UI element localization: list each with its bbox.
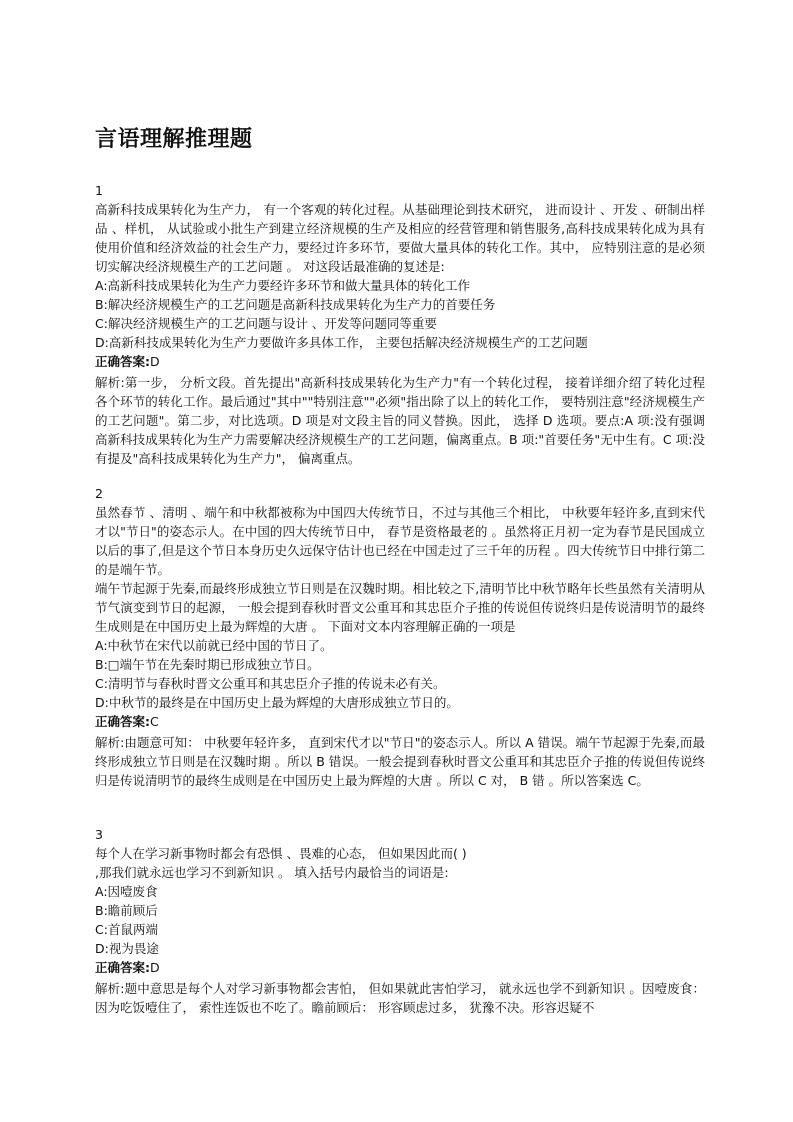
option-c: C:清明节与春秋时晋文公重耳和其忠臣介子推的传说未必有关。 [95, 676, 446, 691]
answer-label: 正确答案: [95, 960, 150, 975]
option-a: A:中秋节在宋代以前就已经中国的节日了。 [95, 638, 333, 653]
option-a: A:高新科技成果转化为生产力要经许多环节和做大量具体的转化工作 [95, 278, 471, 293]
question-block-3 [95, 825, 705, 1017]
question-number: 2 [95, 486, 103, 501]
question-block-1 [95, 181, 705, 468]
explanation: 解析:第一步， 分析文段。首先提出"高新科技成果转化为生产力"有一个转化过程， 接着详细介绍了转化过程各个环节的转化工作。最后通过"其中""特别注意""必须"指出除了以上的转化工作， 要特别注意"经济规模生产的工艺问题"。第二步，对比选项。D 项是对文段主旨的同义替换。因此， 选择 D 选项。要点:A 项:没有强调高新科技成果转化为生产力需要解决经济规模生产的工艺问题，偏离重点。B 项:"首要任务"无中生有。C 项:没有提及"高科技成果转化为生产力"， 偏离重点。 [95, 375, 705, 466]
question-number: 3 [95, 827, 103, 842]
answer-value: C [150, 714, 159, 729]
question-stem: 高新科技成果转化为生产力， 有一个客观的转化过程。从基础理论到技术研究， 进而设计 、开发 、研制出样品 、样机， 从试验或小批生产到建立经济规模的生产及相应的经营管理和销售服务,高科技成果转化成为具有使用价值和经济效益的社会生产力，要经过许多环节，要做大量具体的转化工作。其中， 应特别注意的是必须切实解决经济规模生产的工艺问题 。 对这段话最准确的复述是: [95, 202, 705, 274]
question-number: 1 [95, 183, 103, 198]
question-stem-continued: 端午节起源于先秦,而最终形成独立节日则是在汉魏时期。相比较之下,清明节比中秋节略年长些虽然有关清明从节气演变到节日的起源， 一般会提到春秋时晋文公重耳和其忠臣介子推的传说但传说终归是传说清明节的最终生成则是在中国历史上最为辉煌的大唐 。 下面对文本内容理解正确的一项是 [95, 581, 705, 634]
option-c: C:首鼠两端 [95, 922, 158, 937]
question-stem-continued: ,那我们就永远也学习不到新知识 。 填入括号内最恰当的词语是: [95, 865, 449, 880]
question-stem: 每个人在学习新事物时都会有恐惧 、畏难的心态， 但如果因此而( ) [95, 846, 467, 861]
explanation: 解析:由题意可知： 中秋要年轻许多， 直到宋代才以"节日"的姿态示人。所以 A 错误。端午节起源于先秦,而最终形成独立节日则是在汉魏时期 。所以 B 错误。一般会提到春秋时晋文公重耳和其忠臣介子推的传说但传说终归是传说清明节的最终生成则是在中国历史上最为辉煌的大唐 。所以 C 对， B 错 。所以答案选 C。 [95, 735, 705, 788]
option-c: C:解决经济规模生产的工艺问题与设计 、开发等问题同等重要 [95, 316, 437, 331]
explanation: 解析:题中意思是每个人对学习新事物都会害怕， 但如果就此害怕学习， 就永远也学不到新知识 。因噎废食： 因为吃饭噎住了， 索性连饭也不吃了。瞻前顾后： 形容顾虑过多， 犹豫不决。形容迟疑不 [95, 981, 705, 1015]
option-d: D:中秋节的最终是在中国历史上最为辉煌的大唐形成独立节日的。 [95, 695, 459, 710]
question-stem: 虽然春节 、清明 、端午和中秋都被称为中国四大传统节日，不过与其他三个相比， 中秋要年轻许多,直到宋代才以"节日"的姿态示人。在中国的四大传统节日中， 春节是资格最老的 。虽然将正月初一定为春节是民国成立以后的事了,但是这个节日本身历史久远保守估计也已经在中国走过了三千年的历程 。四大传统节日中排行第二的是端午节。 [95, 505, 705, 577]
option-d: D:高新科技成果转化为生产力要做许多具体工作， 主要包括解决经济规模生产的工艺问题 [95, 335, 588, 350]
answer-line [95, 958, 705, 977]
answer-line [95, 712, 705, 731]
answer-value: D [150, 354, 160, 369]
answer-line [95, 352, 705, 371]
option-b: B:解决经济规模生产的工艺问题是高新科技成果转化为生产力的首要任务 [95, 297, 496, 312]
page-title: 言语理解推理题 [95, 127, 253, 152]
option-d: D:视为畏途 [95, 941, 159, 956]
answer-label: 正确答案: [95, 354, 150, 369]
answer-label: 正确答案: [95, 714, 150, 729]
option-b: B:□端午节在先秦时期已形成独立节日。 [95, 657, 320, 672]
option-a: A:因噎废食 [95, 884, 158, 899]
option-b: B:瞻前顾后 [95, 903, 158, 918]
question-block-2 [95, 484, 705, 790]
answer-value: D [150, 960, 160, 975]
